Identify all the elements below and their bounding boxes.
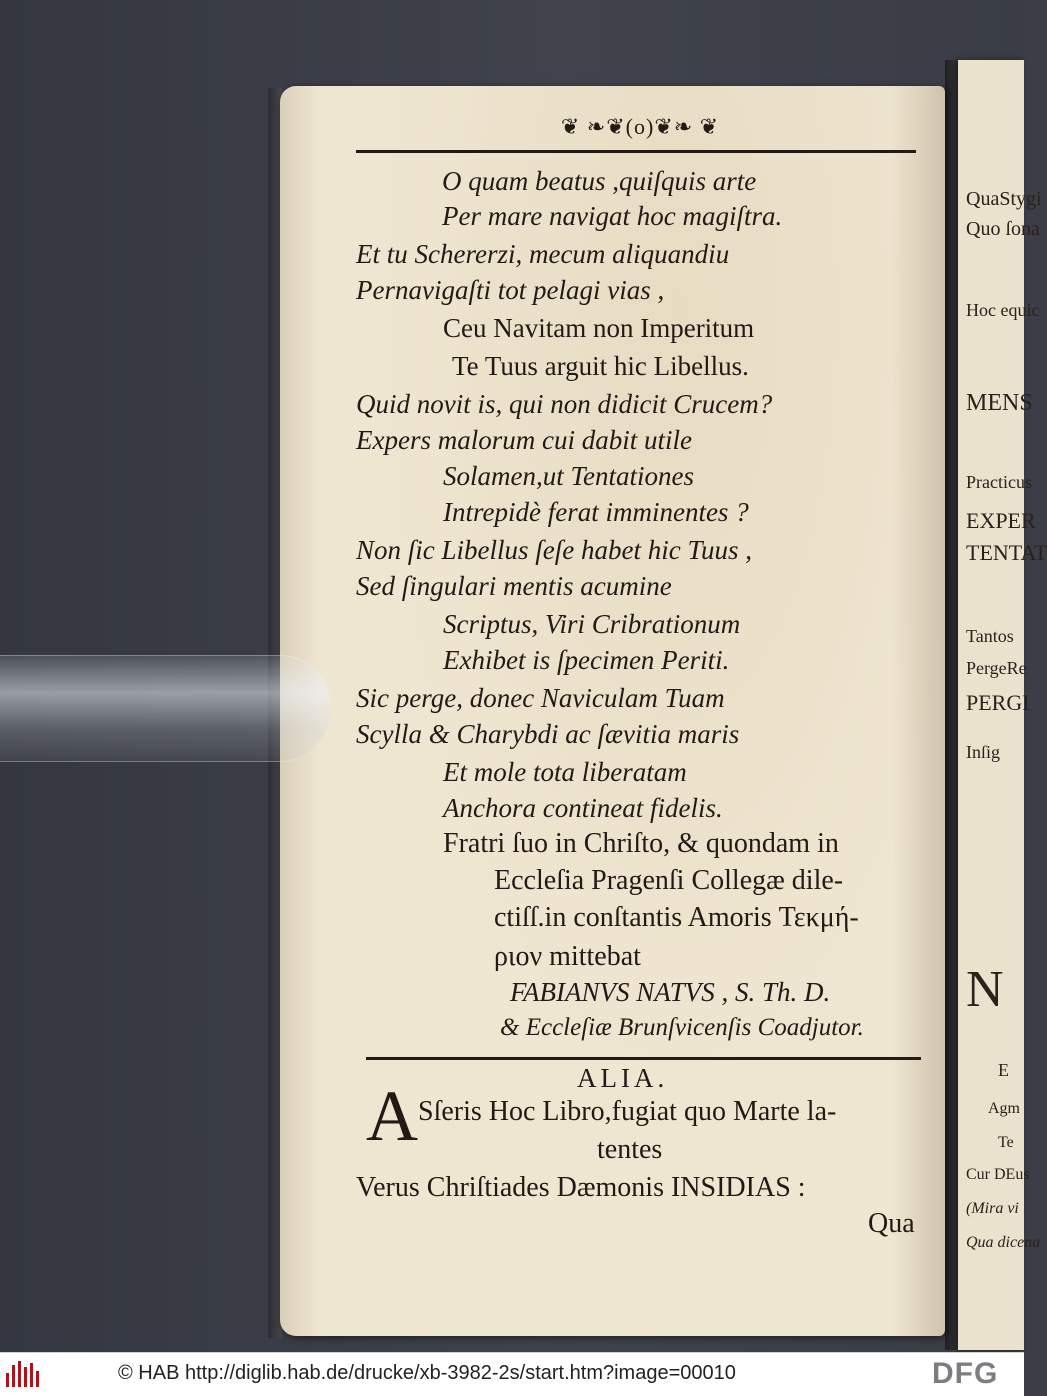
viewer-footer (0, 1352, 1024, 1396)
dedication-line: ριον mittebat (494, 941, 641, 972)
poem-line: Et mole tota liberatam (443, 757, 687, 787)
signature-line: & Eccleſiæ Brunſvicenſis Coadjutor. (500, 1014, 864, 1041)
signature-line: FABIANVS NATVS , S. Th. D. (510, 977, 831, 1007)
alia-line: Sſeris Hoc Libro,fugiat quo Marte la- (418, 1096, 837, 1127)
facing-fragment: MENS (966, 390, 1033, 416)
facing-fragment: Qua dicena (966, 1234, 1041, 1251)
dedication-line: Fratri ſuo in Chriſto, & quondam in (443, 828, 839, 859)
poem-line: Anchora contineat fidelis. (443, 793, 723, 823)
facing-fragment: QuaStygi (966, 188, 1042, 210)
facing-fragment: EXPER (966, 508, 1036, 533)
facing-fragment: E (998, 1060, 1009, 1080)
facing-fragment: Quo ſona (966, 218, 1040, 240)
copyright-url[interactable]: © HAB http://diglib.hab.de/drucke/xb-3982-2s/start.htm?image=00010 (118, 1362, 736, 1384)
poem-line: Non ſic Libellus ſeſe habet hic Tuus , (356, 535, 752, 565)
poem-line: Solamen,ut Tentationes (443, 461, 695, 491)
facing-fragment: TENTAT (966, 540, 1047, 565)
catchword: Qua (868, 1208, 915, 1239)
alia-line: Verus Chriſtiades Dæmonis INSIDIAS : (356, 1172, 806, 1203)
poem-line: Quid novit is, qui non didicit Crucem? (356, 389, 773, 419)
header-rule (356, 150, 916, 153)
poem-line: Pernavigaſti tot pelagi vias , (356, 275, 665, 305)
facing-fragment: PERGI (966, 690, 1030, 715)
poem-line: Et tu Schererzi, mecum aliquandiu (356, 239, 730, 269)
facing-fragment: Hoc equic (966, 300, 1040, 320)
dedication-line: ctiſſ.in conſtantis Amoris Τεκμή- (494, 902, 859, 933)
facing-fragment: PergeRe (966, 658, 1027, 678)
poem-line: Per mare navigat hoc magiſtra. (442, 201, 783, 231)
dfg-logo: DFG (932, 1357, 999, 1390)
facing-fragment: Cur DEus (966, 1166, 1030, 1183)
poem-line: Scriptus, Viri Cribrationum (443, 609, 741, 639)
poem-line: Expers malorum cui dabit utile (356, 425, 692, 455)
facing-fragment: Tantos (966, 626, 1014, 646)
page-clamp (0, 655, 330, 762)
header-ornament: ❦ ❧❦(o)❦❧ ❦ (560, 114, 720, 139)
poem-line: Scylla & Charybdi ac ſævitia maris (356, 719, 740, 749)
poem-line: Exhibet is ſpecimen Periti. (443, 645, 730, 675)
section-heading: ALIA. (577, 1063, 669, 1093)
facing-page (958, 60, 1047, 1350)
facing-fragment: Practicus (966, 472, 1032, 492)
poem-line: Intrepidè ferat imminentes ? (443, 497, 749, 527)
facing-fragment: N (966, 961, 1004, 1018)
poem-line: Sed ſingulari mentis acumine (356, 571, 672, 601)
dedication-line: Eccleſia Pragenſi Collegæ dile- (494, 865, 844, 896)
poem-line: Sic perge, donec Naviculam Tuam (356, 683, 725, 713)
facing-fragment: Inſig (966, 742, 1000, 762)
poem-line: Ceu Navitam non Imperitum (443, 313, 755, 343)
poem-line: Te Tuus arguit hic Libellus. (452, 351, 749, 381)
facing-fragment: Te (998, 1134, 1014, 1151)
facing-fragment: Agm (988, 1100, 1020, 1117)
facing-fragment: (Mira vi (966, 1200, 1019, 1217)
book-gutter (945, 60, 959, 1350)
hab-logo-icon (6, 1361, 46, 1387)
alia-line: tentes (597, 1134, 663, 1165)
poem-line: O quam beatus ,quiſquis arte (442, 166, 757, 196)
section-rule (366, 1057, 921, 1060)
drop-cap: A (366, 1076, 418, 1156)
